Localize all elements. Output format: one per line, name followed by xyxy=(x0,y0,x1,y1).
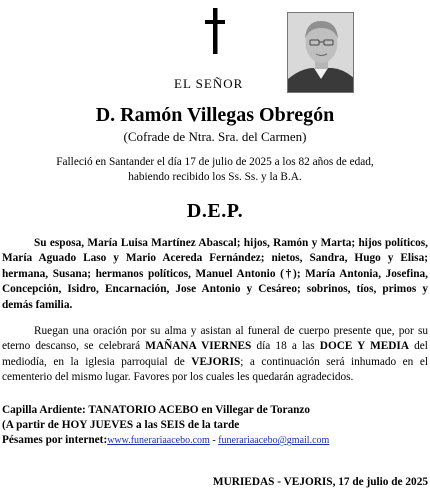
cross-icon xyxy=(203,8,227,54)
email-link[interactable]: funerariaacebo@gmail.com xyxy=(218,435,330,446)
family-paragraph xyxy=(2,236,428,313)
funeral-day: MAÑANA VIERNES xyxy=(145,340,252,353)
footer-place-date: MURIEDAS - VEJORIS, 17 de julio de 2025 xyxy=(212,476,428,488)
death-notice xyxy=(0,155,430,185)
website-link[interactable]: www.funerariaacebo.com xyxy=(107,435,210,446)
funeral-time: DOCE Y MEDIA xyxy=(319,340,409,353)
title-prefix: EL SEÑOR xyxy=(174,76,244,91)
death-notice-line-1: Falleció en Santander el día 17 de julio de 2025 a los 82 años de edad, xyxy=(56,156,374,168)
funeral-text-3: del mediodía, en la iglesia parroquial de xyxy=(2,340,428,368)
death-notice-line-2: habiendo recibido los Ss. Ss. y la B.A. xyxy=(128,171,302,183)
deceased-name: D. Ramón Villegas Obregón xyxy=(95,104,335,126)
portrait-photo xyxy=(287,12,354,93)
funeral-text-1: Ruegan una oración por su alma y asistan al funeral de cuerpo presente que, por su eterno descanso, se celebrará xyxy=(2,325,428,353)
dep-heading: D.E.P. xyxy=(186,200,244,222)
condolences-line xyxy=(2,433,329,448)
funeral-paragraph xyxy=(2,324,428,386)
family-text: Su esposa, María Luisa Martínez Abascal; hijos, Ramón y Marta; hijos políticos, María Aguado Laso y Mario Acereda Fernández; nietos, Sandra, Hugo y Elisa; hermana, Susana; hermanos políticos, Manuel Antonio (†); María Antonia, Josefina, Concepción, Isidro, Encarnación, Jose Antonio y Cesáreo; sobrinos, tíos, primos y demás familia. xyxy=(2,237,428,311)
funeral-text-4: ; a continuación será inhumado en el cementerio del mismo lugar. Favores por los cuales les quedarán agradecidos. xyxy=(2,355,428,384)
deceased-subtitle: (Cofrade de Ntra. Sra. del Carmen) xyxy=(123,129,307,144)
condolences-label: Pésames por internet: xyxy=(2,434,108,446)
capilla-ardiente: Capilla Ardiente: TANATORIO ACEBO en Villegar de Toranzo xyxy=(2,404,311,416)
funeral-place: VEJORIS xyxy=(191,355,241,368)
funeral-text-2: día 18 a las xyxy=(251,340,320,353)
visiting-hours: (A partir de HOY JUEVES a las SEIS de la tarde xyxy=(2,419,240,431)
link-separator: - xyxy=(209,435,219,446)
